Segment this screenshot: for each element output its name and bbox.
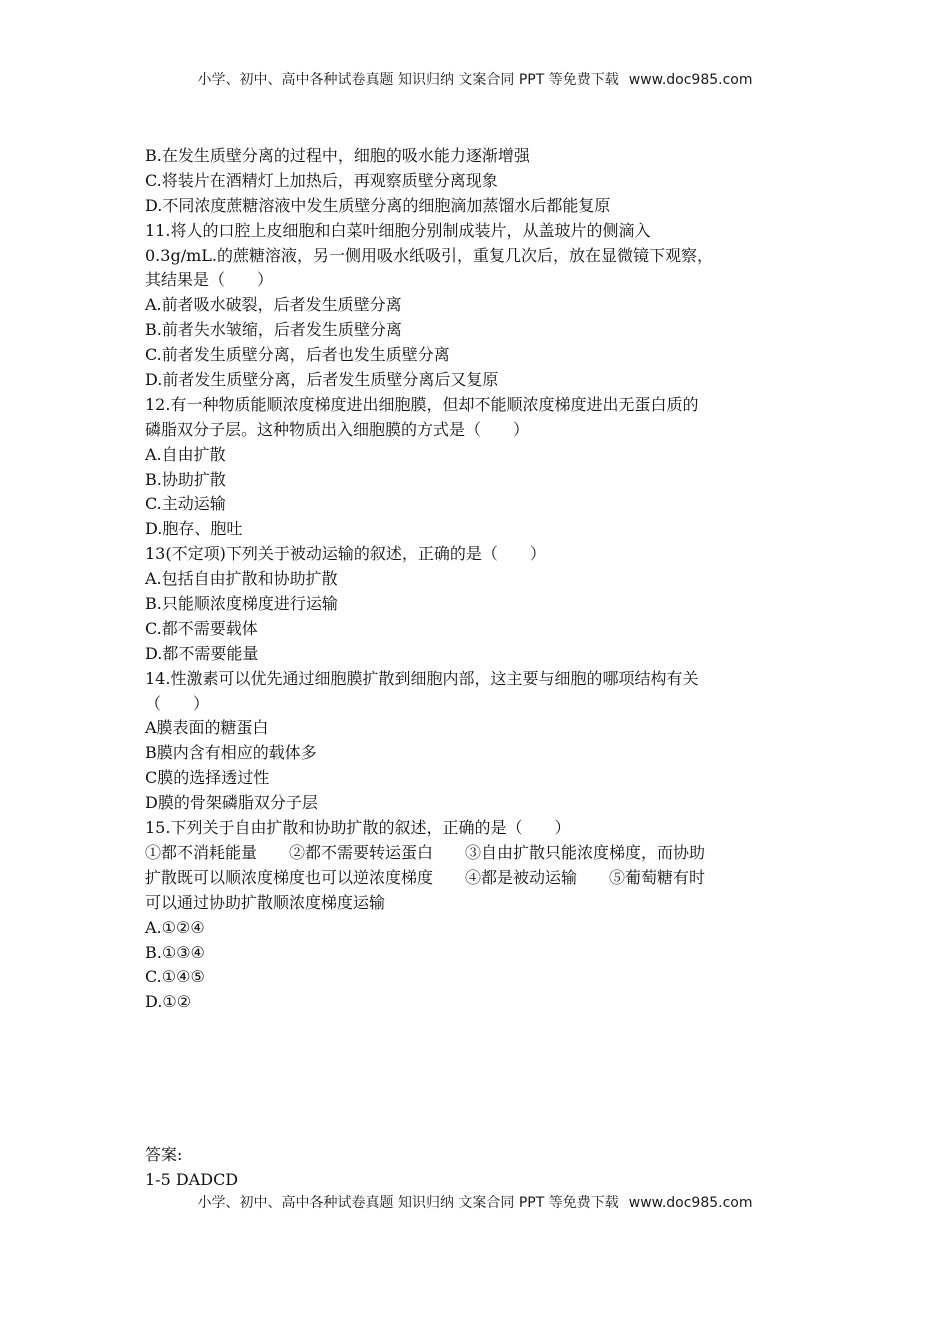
option-line: C膜的选择透过性 [145,768,270,788]
answer-title: 答案: [145,1145,183,1164]
option-line: A.包括自由扩散和协助扩散 [145,569,338,589]
question-line: 磷脂双分子层。这种物质出入细胞膜的方式是（ ） [145,419,530,439]
option-line: C.将装片在酒精灯上加热后，再观察质壁分离现象 [145,170,498,190]
footer-text: 小学、初中、高中各种试卷真题 知识归纳 文案合同 PPT 等免费下载 [197,1195,619,1211]
option-line: B.协助扩散 [145,469,226,489]
question-content [145,144,820,1015]
question-line: 其结果是（ ） [145,270,274,290]
option-line: D.胞存、胞吐 [145,519,243,539]
question-line: 扩散既可以顺浓度梯度也可以逆浓度梯度 ④都是被动运输 ⑤葡萄糖有时 [145,867,706,887]
option-line: D.前者发生质壁分离，后者发生质壁分离后又复原 [145,370,499,390]
option-line: B.在发生质壁分离的过程中，细胞的吸水能力逐渐增强 [145,146,530,165]
question-line: 可以通过协助扩散顺浓度梯度运输 [145,892,386,912]
question-line: 12.有一种物质能顺浓度梯度进出细胞膜，但却不能顺浓度梯度进出无蛋白质的 [145,394,699,414]
option-line: B膜内含有相应的载体多 [145,743,317,763]
option-line: D.不同浓度蔗糖溶液中发生质壁分离的细胞滴加蒸馏水后都能复原 [145,195,611,215]
answer-range: 1-5 DADCD [145,1170,239,1189]
option-line: A.前者吸水破裂，后者发生质壁分离 [145,295,402,315]
option-line: C.都不需要载体 [145,618,258,638]
header-text: 小学、初中、高中各种试卷真题 知识归纳 文案合同 PPT 等免费下载 [197,72,619,88]
option-line: C.前者发生质壁分离，后者也发生质壁分离 [145,345,450,365]
option-line: D.都不需要能量 [145,643,259,663]
question-line: （ ） [145,693,210,713]
question-line: 15.下列关于自由扩散和协助扩散的叙述，正确的是（ ） [145,818,571,838]
header-site-link[interactable]: www.doc985.com [628,72,753,88]
option-line: C.主动运输 [145,494,226,514]
option-line: B.①③④ [145,942,205,962]
option-line: B.前者失水皱缩，后者发生质壁分离 [145,320,402,340]
question-line: 14.性激素可以优先通过细胞膜扩散到细胞内部，这主要与细胞的哪项结构有关 [145,668,699,688]
footer-banner [0,1192,950,1212]
question-line: 11.将人的口腔上皮细胞和白菜叶细胞分别制成装片，从盖玻片的侧滴入 [145,220,651,240]
option-line: D.①② [145,992,192,1012]
option-line: B.只能顺浓度梯度进行运输 [145,594,338,614]
footer-site-link[interactable]: www.doc985.com [628,1195,753,1211]
option-line: C.①④⑤ [145,967,205,987]
answer-section [145,1142,820,1192]
question-line: 13(不定项)下列关于被动运输的叙述，正确的是（ ） [145,544,546,564]
question-line: ①都不消耗能量 ②都不需要转运蛋白 ③自由扩散只能浓度梯度，而协助 [145,842,706,862]
header-banner [0,69,950,89]
option-line: A.①②④ [145,917,205,937]
option-line: D膜的骨架磷脂双分子层 [145,793,318,813]
question-line: 0.3g/mL.的蔗糖溶液，另一侧用吸水纸吸引，重复几次后，放在显微镜下观察， [145,245,713,265]
option-line: A膜表面的糖蛋白 [145,718,269,738]
option-line: A.自由扩散 [145,444,226,464]
